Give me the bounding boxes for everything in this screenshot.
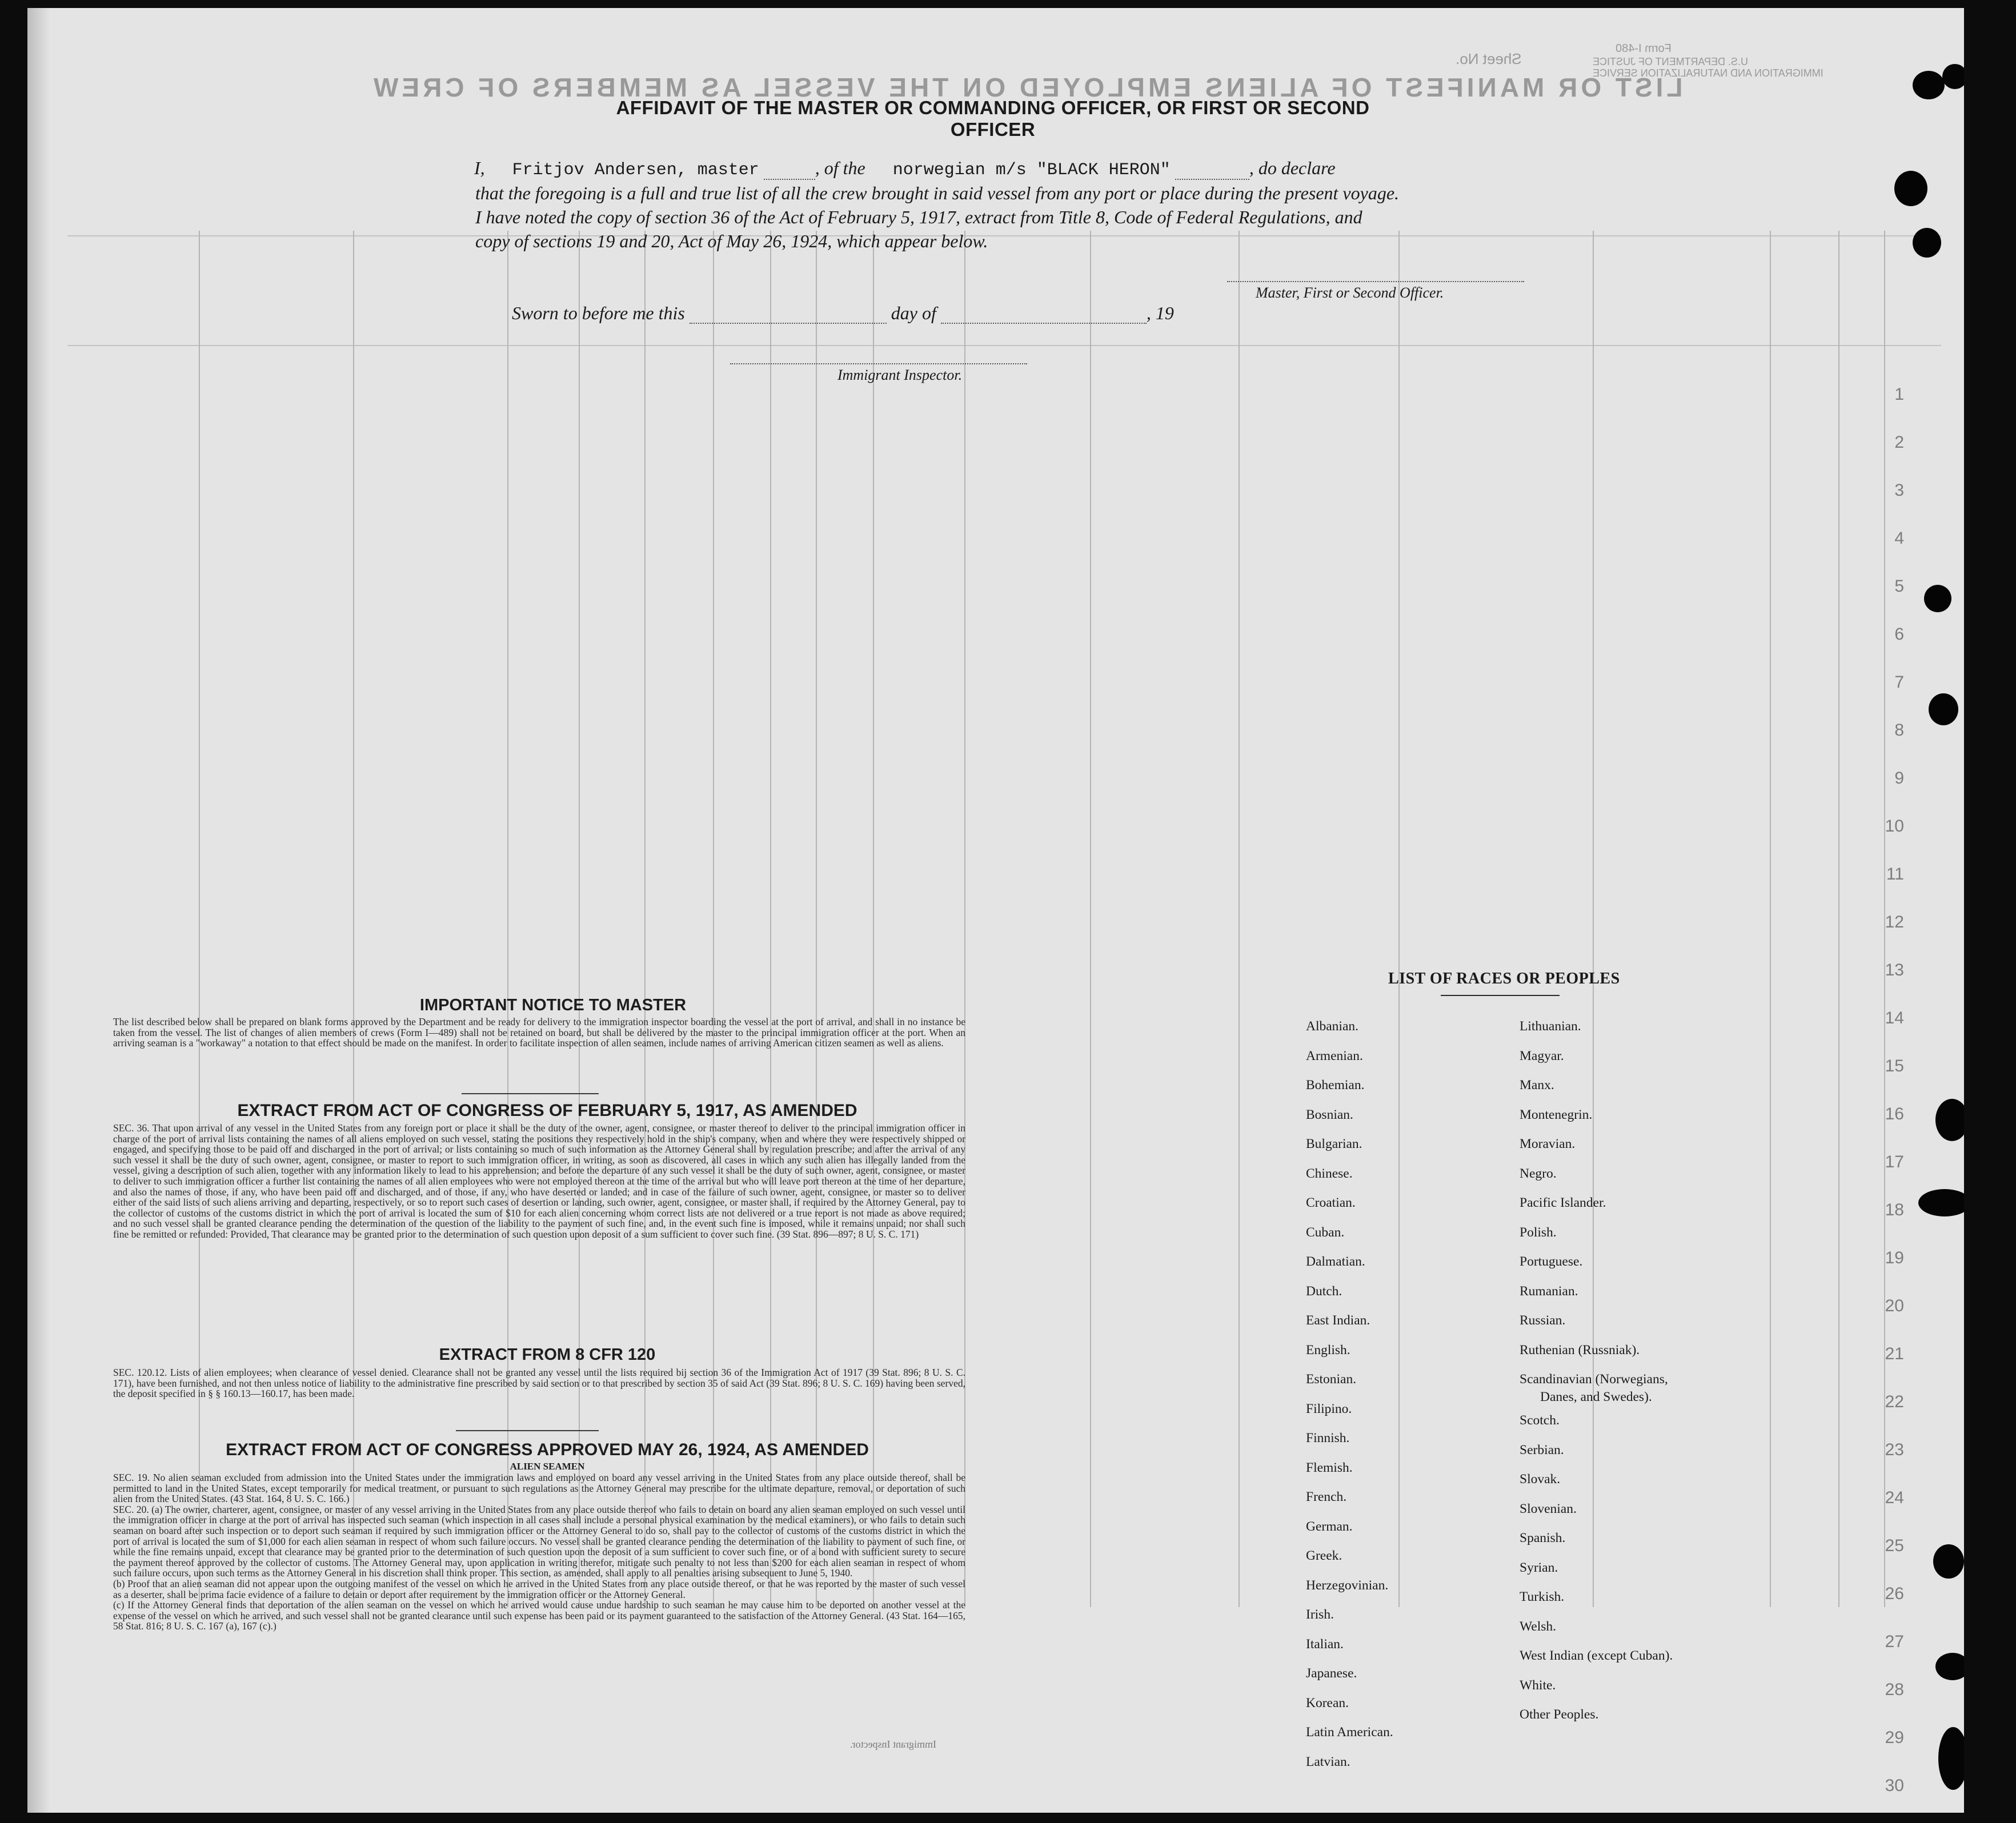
affidavit-i: I, xyxy=(474,158,485,178)
manifest-row-number: 24 xyxy=(1885,1488,1904,1507)
notice-title: IMPORTANT NOTICE TO MASTER xyxy=(419,996,687,1014)
affidavit-do-declare: , do declare xyxy=(1249,158,1336,178)
race-item: Herzegovinian. xyxy=(1306,1577,1389,1593)
manifest-row-number: 17 xyxy=(1885,1153,1904,1171)
race-item: Portuguese. xyxy=(1520,1254,1583,1269)
race-item: Scandinavian (Norwegians, xyxy=(1520,1372,1668,1387)
race-item: Polish. xyxy=(1520,1224,1557,1240)
punch-hole xyxy=(1918,1189,1964,1216)
race-item: Italian. xyxy=(1306,1636,1344,1652)
race-item: Bohemian. xyxy=(1306,1078,1365,1093)
race-item: Welsh. xyxy=(1520,1619,1557,1634)
race-item: Dutch. xyxy=(1306,1283,1342,1299)
race-item: Japanese. xyxy=(1306,1666,1357,1681)
manifest-row-number: 3 xyxy=(1894,481,1904,500)
sworn-label: Sworn to before me this xyxy=(512,303,685,323)
race-item: Manx. xyxy=(1520,1078,1554,1093)
manifest-row-number: 14 xyxy=(1885,1009,1904,1027)
grid-column xyxy=(1239,231,1240,1607)
manifest-row-number: 10 xyxy=(1885,817,1904,836)
vessel-name-field: norwegian m/s "BLACK HERON" xyxy=(892,160,1171,180)
grid-column xyxy=(1838,231,1839,1607)
race-item: Serbian. xyxy=(1520,1442,1564,1457)
master-name-field: Fritjov Andersen, master xyxy=(512,160,759,180)
race-item: Bosnian. xyxy=(1306,1107,1353,1122)
race-item: Negro. xyxy=(1520,1166,1557,1181)
section-divider xyxy=(462,1093,599,1094)
manifest-row-number: 26 xyxy=(1885,1584,1904,1603)
race-item: Albanian. xyxy=(1306,1019,1359,1034)
extract-1924-body: SEC. 19. No alien seaman excluded from admission into the United States under the immigration laws and employed on board any vessel arriving in the United States from any place outside thereof, shall be permitted to land in the United States, except temporarily for medical treatment, or pursuant to such regulations as the Attorney General may prescribe for the ultimate departure, removal, or deportation of such alien from the United States. (43 Stat. 164, 8 U. S. C. 166.) SEC. 20. (a) The owner, charterer, agent, consignee, or master of any vessel arriving in the United States from any place outside thereof who fails to detain on board any alien seaman employed on such vessel until the immigration officer in charge at the port of arrival has inspected such seaman (which inspection in all cases shall include a personal physical examination by the medical examiners), or who fails to detain such seaman on board after such inspection or to deport such seaman if required by such immigration officer or the Attorney General to do so, shall pay to the collector of customs of the customs district in which the port of arrival is located the sum of $1,000 for each alien seaman in respect of whom such failure occurs. No vessel shall be granted clearance pending the determination of the liability to payment of such fine, or while the fine remains unpaid, except that clearance may be granted prior to the determination of such question upon the deposit of a sum sufficient to cover such fine, or of a bond with sufficient surety to secure the payment thereof approved by the collector of customs. The Attorney General may, upon application in writing therefor, mitigate such penalty to not less than $200 for each alien seaman in respect of whom such failure occurs, upon such terms as the Attorney General in his discretion shall think proper. This section, as amended, shall apply to all penalties arising subsequent to June 5, 1940. (b) Proof that an alien seaman did not appear upon the outgoing manifest of the vessel on which he arrived in the United States from any place outside thereof, or that he was reported by the master of such vessel as a deserter, shall be prima facie evidence of a failure to detain or deport after requirement by the immigration officer or the Attorney General. (c) If the Attorney General finds that deportation of the alien seaman on the vessel on which he arrived would cause undue hardship to such seaman he may cause him to be deported on another vessel at the expense of the vessel on which he arrived, and such vessel shall not be granted clearance until such expense has been paid or its payment guaranteed to the satisfaction of the Attorney General. (43 Stat. 164—165, 58 Stat. 816; 8 U. S. C. 167 (a), 167 (c).) xyxy=(113,1472,965,1632)
extract-1924-title: EXTRACT FROM ACT OF CONGRESS APPROVED MAY 26, 1924, AS AMENDED xyxy=(226,1440,869,1459)
punch-hole xyxy=(1935,1653,1964,1680)
bleed-through-department: U.S. DEPARTMENT OF JUSTICE xyxy=(1593,56,1749,67)
race-item: White. xyxy=(1520,1677,1556,1693)
affidavit-line-1 xyxy=(474,158,1336,180)
race-item: Estonian. xyxy=(1306,1372,1357,1387)
race-item: Filipino. xyxy=(1306,1401,1352,1416)
manifest-row-number: 1 xyxy=(1894,385,1904,404)
manifest-row-number: 13 xyxy=(1885,961,1904,979)
sworn-line xyxy=(512,303,1174,324)
punch-hole xyxy=(1894,171,1927,206)
race-item: Syrian. xyxy=(1520,1560,1558,1575)
extract-1917-body: SEC. 36. That upon arrival of any vessel in the United States from any foreign port or place it shall be the duty of the owner, agent, consignee, or master thereof to deliver to the principal immigration officer in charge of the port of arrival lists containing the names of all aliens employed on such vessel, stating the positions they respectively hold in the ship's company, when and where they were respectively shipped or engaged, and specifying those to be paid off and discharged in the port of arrival; or lists containing so much of such information as the Attorney General shall by regulation prescribe; and after the arrival of any such vessel it shall be the duty of such owner, agent, consignee, or master to report to such immigration officer, in writing, as soon as discovered, all cases in which any such alien has illegally landed from the vessel, giving a description of such alien, together with any information likely to lead to his apprehension; and before the departure of any such vessel it shall be the duty of such owner, agent, consignee, or master to deliver to such immigration officer a further list containing the names of all alien employees who were not employed thereon at the time of the arrival but who will leave port thereon at the time of her departure, and also the names of those, if any, who have been paid off and discharged, and of those, if any, who have deserted or landed; and in case of the failure of such owner, agent, consignee, or master so to deliver either of the said lists of such aliens arriving and departing, respectively, or so to report such cases of desertion or landing, such owner, agent, consignee, or master shall, if required by the Attorney General, pay to the collector of customs of the customs district in which the port of arrival is located the sum of $10 for each alien concerning whom correct lists are not delivered or a true report is not made as above required; and no such vessel shall be granted clearance pending the determination of the question of the liability to the payment of such fine, and, in the event such fine is imposed, while it remains unpaid; nor shall such fine be remitted or refunded: Provided, That clearance may be granted prior to the determination of such question upon deposit of a sum sufficient to cover such fine. (39 Stat. 896—897; 8 U. S. C. 171) xyxy=(113,1122,965,1240)
bleed-through-title: LIST OR MANIFEST OF ALIENS EMPLOYED ON THE VESSEL AS MEMBERS OF CREW xyxy=(370,73,1683,102)
year-label: , 19 xyxy=(1146,303,1174,323)
race-item: Russian. xyxy=(1520,1313,1566,1328)
punch-hole xyxy=(1913,71,1945,99)
inspector-signature-caption: Immigrant Inspector. xyxy=(837,367,963,383)
notice-body: The list described below shall be prepared on blank forms approved by the Department and be ready for delivery to the immigration inspector boarding the vessel at the port of arrival, and shall in no instance be taken from the vessel. The list of changes of alien members of crews (Form I—489) shall not be retained on board, but shall be delivered by the master to the principal immigration officer at the port. When an arriving seaman is a "workaway" a notation to that effect should be made on the manifest. In order to facilitate inspection of allen seamen, include names of arriving American citizen seamen as well as aliens. xyxy=(113,1016,965,1049)
punch-hole xyxy=(1924,585,1951,612)
race-item: Chinese. xyxy=(1306,1166,1353,1181)
affidavit-line-2: that the foregoing is a full and true list of all the crew brought in said vessel from any port or place during the present voyage. xyxy=(475,183,1400,203)
punch-hole xyxy=(1913,228,1941,258)
punch-hole xyxy=(1942,64,1964,89)
race-item: Finnish. xyxy=(1306,1431,1350,1445)
manifest-row-number: 11 xyxy=(1886,865,1904,884)
grid-column xyxy=(964,231,965,1607)
extract-cfr-title: EXTRACT FROM 8 CFR 120 xyxy=(439,1346,656,1364)
race-item: Slovenian. xyxy=(1520,1501,1577,1516)
manifest-row-number: 28 xyxy=(1885,1680,1904,1699)
inspector-signature-line xyxy=(730,363,1027,364)
race-item: Turkish. xyxy=(1520,1589,1565,1605)
race-item: Spanish. xyxy=(1520,1531,1566,1546)
affidavit-line-4: copy of sections 19 and 20, Act of May 26, 1924, which appear below. xyxy=(475,231,988,251)
race-item: Lithuanian. xyxy=(1520,1019,1581,1034)
race-item: Other Peoples. xyxy=(1520,1707,1599,1722)
punch-hole xyxy=(1938,1727,1964,1790)
manifest-row-number: 21 xyxy=(1885,1344,1904,1363)
manifest-row-number: 7 xyxy=(1894,673,1904,692)
bleed-through-form-number: Form I-480 xyxy=(1616,42,1672,55)
race-item: Pacific Islander. xyxy=(1520,1195,1606,1210)
extract-cfr-body: SEC. 120.12. Lists of alien employees; when clearance of vessel denied. Clearance shall not be granted any vessel until the lists required bij section 36 of the Immigration Act of 1917 (39 Stat. 896; 8 U. S. C. 171), have been furnished, and not then unless notice of liability to the administrative fine prescribed by said section or to that prescribed by section 35 of said Act (39 Stat. 896; 8 U. S. C. 169) having been served, the deposit specified in § § 160.13—160.17, has been made. xyxy=(113,1367,965,1400)
manifest-row-number: 18 xyxy=(1885,1200,1904,1219)
manifest-row-number: 22 xyxy=(1885,1392,1904,1411)
race-item: Montenegrin. xyxy=(1520,1107,1593,1122)
race-item: Ruthenian (Russniak). xyxy=(1520,1342,1640,1358)
affidavit-of-the: , of the xyxy=(815,158,865,178)
race-item: Scotch. xyxy=(1520,1413,1560,1428)
race-item: Armenian. xyxy=(1306,1048,1363,1063)
grid-column xyxy=(713,231,714,1607)
manifest-row-number: 2 xyxy=(1894,433,1904,452)
grid-column xyxy=(873,231,874,1607)
race-item: Croatian. xyxy=(1306,1195,1356,1210)
race-item: English. xyxy=(1306,1342,1350,1358)
manifest-row-number: 30 xyxy=(1885,1776,1904,1795)
race-item: Korean. xyxy=(1306,1695,1349,1710)
grid-column xyxy=(644,231,646,1607)
race-item: German. xyxy=(1306,1519,1353,1534)
race-item: Irish. xyxy=(1306,1607,1334,1622)
page-edge-shadow xyxy=(27,8,50,1813)
manifest-row-number: 8 xyxy=(1894,721,1904,740)
extract-1924-subtitle: ALIEN SEAMEN xyxy=(510,1461,585,1472)
grid-column xyxy=(1398,231,1400,1607)
grid-column xyxy=(816,231,817,1607)
race-item: Bulgarian. xyxy=(1306,1137,1362,1151)
grid-rule xyxy=(67,235,1941,236)
dotted-rule xyxy=(1175,165,1249,180)
footer-inspector-caption: Immigrant Inspector. xyxy=(850,1738,936,1750)
dotted-rule xyxy=(941,309,1147,324)
manifest-row-number: 25 xyxy=(1885,1536,1904,1555)
race-item: Magyar. xyxy=(1520,1048,1564,1063)
manifest-row-number: 12 xyxy=(1885,913,1904,931)
race-item: Flemish. xyxy=(1306,1460,1353,1475)
race-item: East Indian. xyxy=(1306,1313,1370,1328)
race-item: Dalmatian. xyxy=(1306,1254,1365,1269)
races-title: LIST OF RACES OR PEOPLES xyxy=(1388,970,1620,987)
manifest-row-number: 20 xyxy=(1885,1296,1904,1315)
grid-column xyxy=(1090,231,1091,1607)
race-item: West Indian (except Cuban). xyxy=(1520,1648,1673,1664)
grid-column xyxy=(1770,231,1771,1607)
grid-rule xyxy=(67,345,1941,346)
race-item: Moravian. xyxy=(1520,1137,1576,1151)
punch-hole xyxy=(1929,693,1958,725)
day-of-label: day of xyxy=(891,303,936,323)
manifest-row-number: 5 xyxy=(1894,577,1904,596)
dotted-rule xyxy=(764,165,815,180)
race-item: Slovak. xyxy=(1520,1472,1561,1487)
punch-hole xyxy=(1933,1544,1964,1579)
punch-hole xyxy=(1935,1099,1964,1141)
manifest-row-number: 16 xyxy=(1885,1105,1904,1123)
affidavit-line-3: I have noted the copy of section 36 of the Act of February 5, 1917, extract from Title 8, Code of Federal Regulations, and xyxy=(475,207,1362,227)
race-item: Latvian. xyxy=(1306,1754,1350,1769)
bleed-through-service: IMMIGRATION AND NATURALIZATION SERVICE xyxy=(1593,67,1823,79)
race-item: Rumanian. xyxy=(1520,1283,1578,1299)
section-divider xyxy=(456,1430,599,1431)
affidavit-title: AFFIDAVIT OF THE MASTER OR COMMANDING OFFICER, OR FIRST OR SECOND OFFICER xyxy=(616,97,1370,140)
race-item: Danes, and Swedes). xyxy=(1540,1390,1652,1404)
grid-column xyxy=(579,231,580,1607)
race-item: Latin American. xyxy=(1306,1725,1393,1740)
race-item: Cuban. xyxy=(1306,1224,1345,1240)
races-title-rule xyxy=(1441,995,1560,996)
manifest-row-number: 27 xyxy=(1885,1632,1904,1651)
grid-column xyxy=(507,231,508,1607)
manifest-row-number: 23 xyxy=(1885,1440,1904,1459)
manifest-sheet xyxy=(27,8,1964,1813)
manifest-row-number: 6 xyxy=(1894,625,1904,644)
master-signature-caption: Master, First or Second Officer. xyxy=(1256,284,1444,301)
manifest-row-number: 4 xyxy=(1894,529,1904,548)
race-item: Greek. xyxy=(1306,1548,1342,1563)
manifest-row-number: 29 xyxy=(1885,1728,1904,1747)
master-signature-line xyxy=(1227,281,1524,282)
grid-column xyxy=(199,231,200,1607)
extract-1917-title: EXTRACT FROM ACT OF CONGRESS OF FEBRUARY 5, 1917, AS AMENDED xyxy=(237,1101,857,1120)
race-item: French. xyxy=(1306,1489,1347,1504)
manifest-row-number: 15 xyxy=(1885,1057,1904,1075)
dotted-rule xyxy=(690,309,887,324)
manifest-row-number: 19 xyxy=(1885,1248,1904,1267)
grid-column xyxy=(353,231,354,1607)
grid-column xyxy=(770,231,771,1607)
manifest-row-number: 9 xyxy=(1894,769,1904,788)
bleed-through-sheet-label: Sheet No. xyxy=(1456,50,1522,67)
